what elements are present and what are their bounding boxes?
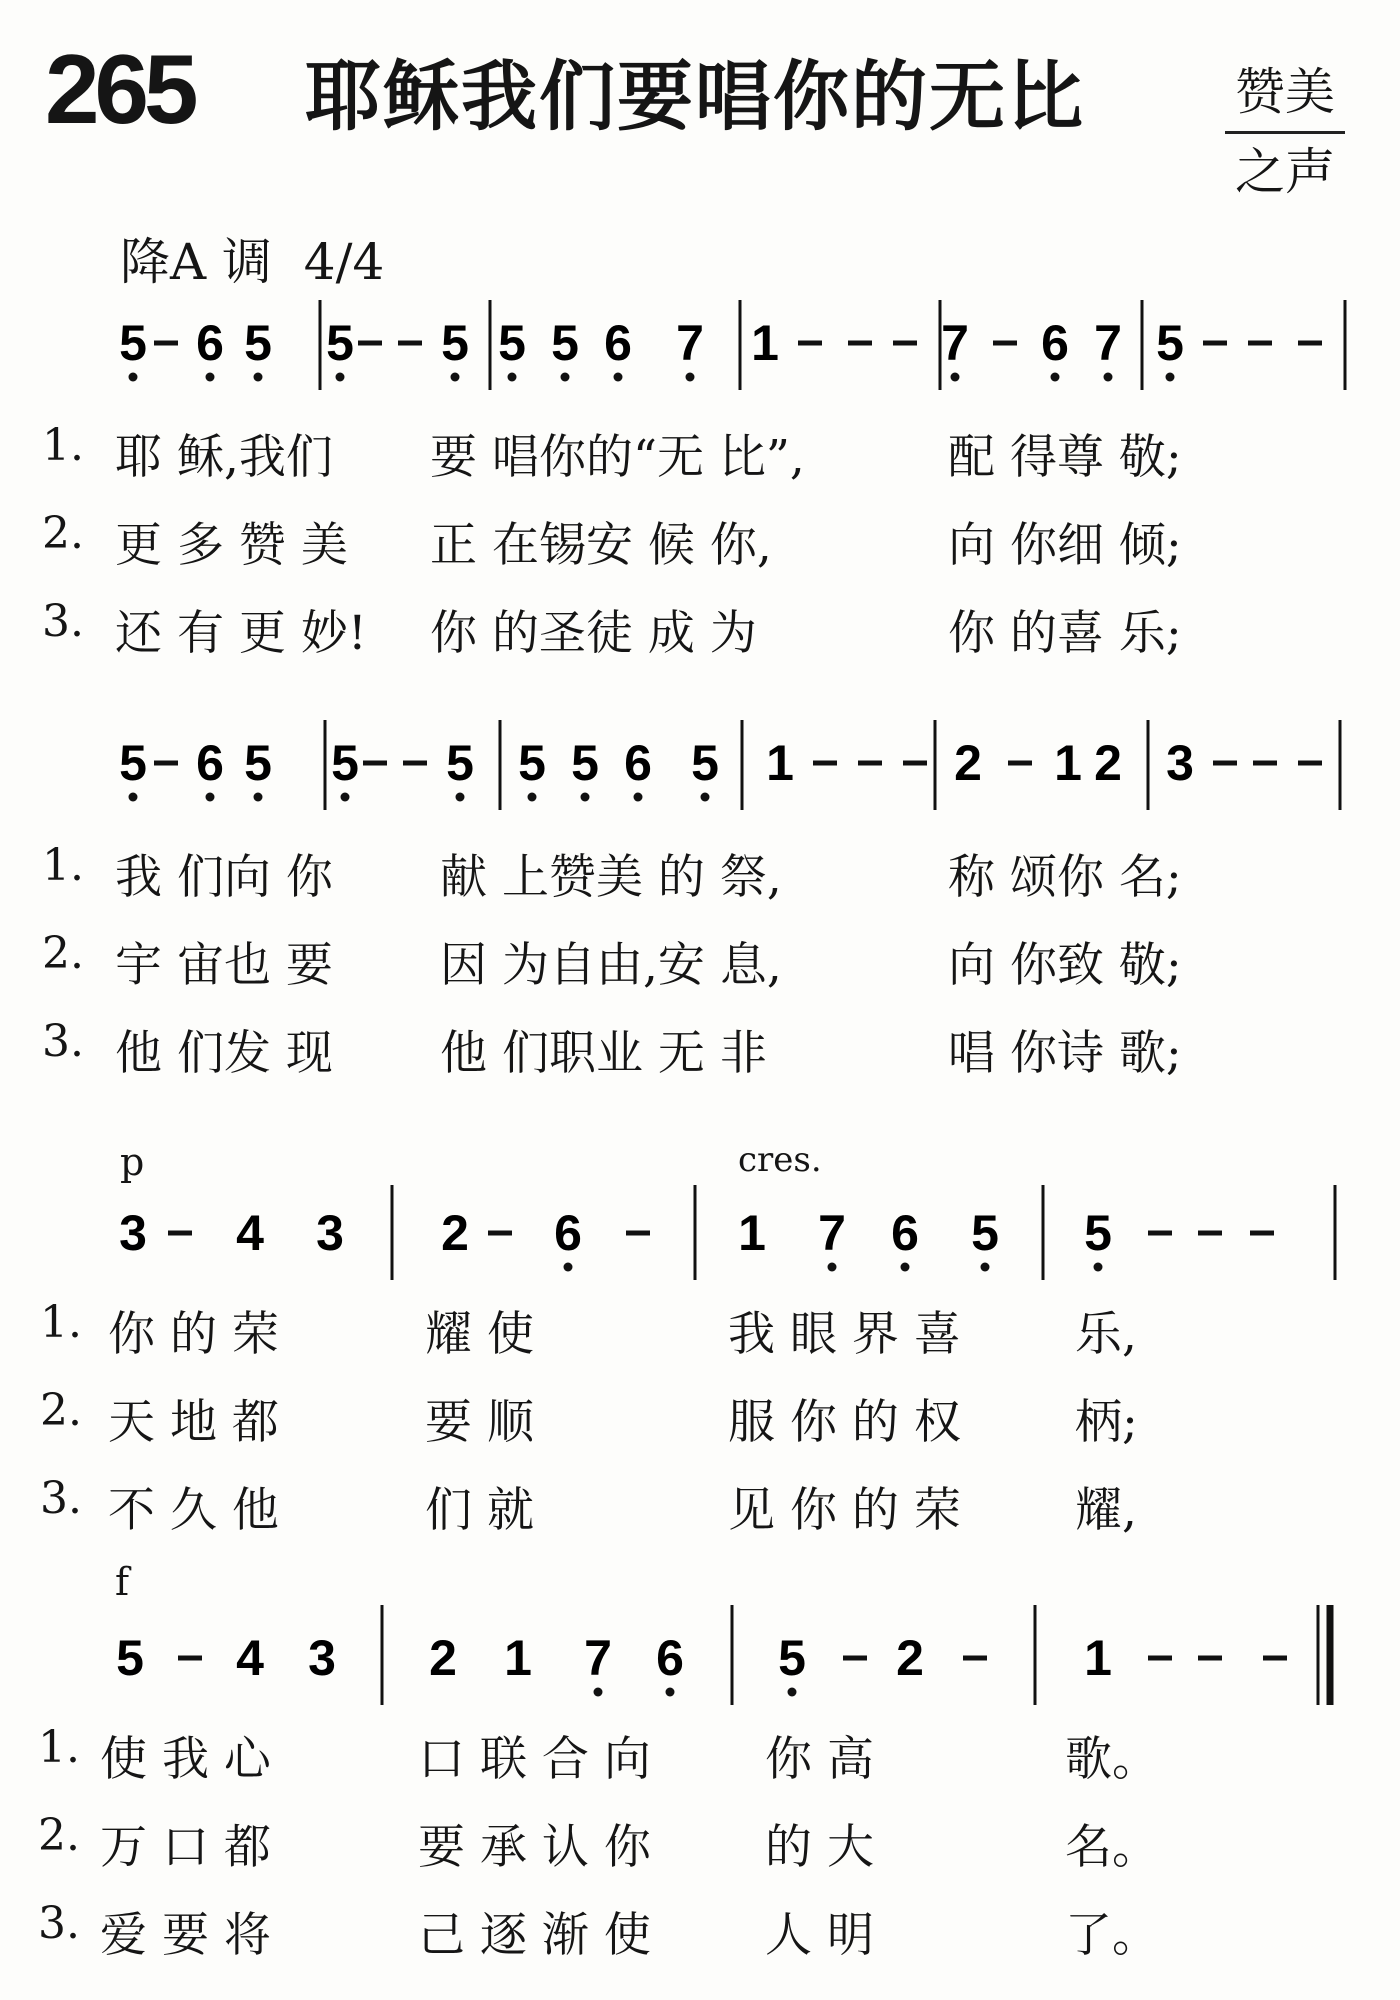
octave-dot-below — [254, 793, 263, 802]
octave-dot-below — [701, 793, 710, 802]
source-line-2: 之声 — [1235, 143, 1335, 201]
lyric-segment: 唱 你诗 歌; — [948, 1026, 1182, 1081]
octave-dot-below — [1094, 1263, 1103, 1272]
lyric-segment: 己 逐 渐 使 — [418, 1908, 651, 1963]
note-numeral: 5 — [441, 315, 469, 371]
note-numeral: 4 — [236, 1205, 264, 1261]
hymnal-source — [1225, 60, 1345, 205]
lyric-segment: 宇 宙也 要 — [115, 938, 333, 993]
lyric-segment: 他 们发 现 — [115, 1026, 333, 1081]
lyric-segment: 歌。 — [1065, 1732, 1159, 1787]
note-numeral: 5 — [571, 735, 599, 791]
note-numeral: 5 — [1156, 315, 1184, 371]
note-numeral: 1 — [738, 1205, 766, 1261]
lyric-segment: 更 多 赞 美 — [115, 518, 348, 573]
verse-number: 3. — [42, 1016, 84, 1067]
octave-dot-below — [528, 793, 537, 802]
note-numeral: 2 — [954, 735, 982, 791]
source-line-1: 赞美 — [1225, 60, 1345, 134]
verse-number: 2. — [40, 1385, 82, 1436]
lyric-segment: 耀 使 — [425, 1307, 534, 1362]
lyric-segment: 向 你致 敬; — [948, 938, 1182, 993]
note-numeral: 5 — [1084, 1205, 1112, 1261]
verse-number: 1. — [42, 420, 84, 471]
verse-2-lyrics — [0, 928, 1400, 992]
note-numeral: 1 — [504, 1630, 532, 1686]
octave-dot-below — [206, 793, 215, 802]
verse-1-lyrics — [0, 840, 1400, 904]
notation-line — [0, 1140, 1400, 1290]
verse-3-lyrics — [0, 1016, 1400, 1080]
octave-dot-below — [341, 793, 350, 802]
note-numeral: 7 — [1094, 315, 1122, 371]
lyric-segment: 天 地 都 — [108, 1395, 279, 1450]
verse-number: 1. — [40, 1297, 82, 1348]
lyric-segment: 耀, — [1075, 1483, 1137, 1538]
lyric-segment: 服 你 的 权 — [728, 1395, 961, 1450]
note-numeral: 2 — [429, 1630, 457, 1686]
note-numeral: 5 — [116, 1630, 144, 1686]
system-4 — [0, 1560, 1400, 1968]
note-numeral: 5 — [971, 1205, 999, 1261]
lyric-segment: 献 上赞美 的 祭, — [440, 850, 782, 905]
note-numeral: 6 — [604, 315, 632, 371]
octave-dot-below — [129, 373, 138, 382]
note-numeral: 6 — [656, 1630, 684, 1686]
note-numeral: 7 — [818, 1205, 846, 1261]
lyric-segment: 要 顺 — [425, 1395, 534, 1450]
octave-dot-below — [686, 373, 695, 382]
octave-dot-below — [951, 373, 960, 382]
note-numeral: 5 — [778, 1630, 806, 1686]
verse-1-lyrics — [0, 420, 1400, 484]
note-numeral: 1 — [766, 735, 794, 791]
lyric-segment: 见 你 的 荣 — [728, 1483, 961, 1538]
lyric-segment: 的 大 — [765, 1820, 874, 1875]
verse-number: 3. — [40, 1473, 82, 1524]
octave-dot-below — [666, 1688, 675, 1697]
hymn-title: 耶稣我们要唱你的无比 — [305, 52, 1085, 141]
octave-dot-below — [1104, 373, 1113, 382]
octave-dot-below — [788, 1688, 797, 1697]
octave-dot-below — [254, 373, 263, 382]
verse-1-lyrics — [0, 1722, 1400, 1786]
octave-dot-below — [206, 373, 215, 382]
octave-dot-below — [828, 1263, 837, 1272]
note-numeral: 6 — [624, 735, 652, 791]
note-numeral: 7 — [584, 1630, 612, 1686]
lyric-segment: 正 在锡安 候 你, — [430, 518, 772, 573]
note-numeral: 2 — [441, 1205, 469, 1261]
note-numeral: 7 — [676, 315, 704, 371]
verse-2-lyrics — [0, 1810, 1400, 1874]
lyric-segment: 人 明 — [765, 1908, 874, 1963]
system-1 — [0, 290, 1400, 666]
verse-number: 2. — [38, 1810, 80, 1861]
lyric-segment: 爱 要 将 — [100, 1908, 271, 1963]
note-numeral: 5 — [119, 315, 147, 371]
note-numeral: 5 — [691, 735, 719, 791]
octave-dot-below — [129, 793, 138, 802]
notation-line — [0, 290, 1400, 400]
note-numeral: 6 — [1041, 315, 1069, 371]
octave-dot-below — [901, 1263, 910, 1272]
dynamic-marking: f — [115, 1560, 130, 1604]
octave-dot-below — [336, 373, 345, 382]
lyric-segment: 你 的喜 乐; — [948, 606, 1182, 661]
notation-line — [0, 1560, 1400, 1715]
note-numeral: 1 — [1084, 1630, 1112, 1686]
note-numeral: 5 — [551, 315, 579, 371]
octave-dot-below — [1051, 373, 1060, 382]
verse-number: 2. — [42, 928, 84, 979]
note-numeral: 5 — [244, 315, 272, 371]
lyric-segment: 你 高 — [765, 1732, 874, 1787]
octave-dot-below — [508, 373, 517, 382]
crescendo-marking: cres. — [738, 1140, 822, 1180]
verse-3-lyrics — [0, 1473, 1400, 1537]
lyric-segment: 柄; — [1075, 1395, 1138, 1450]
note-numeral: 5 — [244, 735, 272, 791]
verse-number: 3. — [38, 1898, 80, 1949]
verse-3-lyrics — [0, 1898, 1400, 1962]
lyric-segment: 们 就 — [425, 1483, 534, 1538]
octave-dot-below — [981, 1263, 990, 1272]
lyric-segment: 配 得尊 敬; — [948, 430, 1182, 485]
lyric-segment: 乐, — [1075, 1307, 1137, 1362]
note-numeral: 3 — [1166, 735, 1194, 791]
lyric-segment: 不 久 他 — [108, 1483, 279, 1538]
verse-number: 2. — [42, 508, 84, 559]
note-numeral: 6 — [554, 1205, 582, 1261]
note-numeral: 5 — [518, 735, 546, 791]
verse-number: 1. — [42, 840, 84, 891]
system-3 — [0, 1140, 1400, 1543]
lyric-segment: 我 眼 界 喜 — [728, 1307, 961, 1362]
octave-dot-below — [456, 793, 465, 802]
note-numeral: 5 — [498, 315, 526, 371]
lyric-segment: 称 颂你 名; — [948, 850, 1182, 905]
note-numeral: 5 — [331, 735, 359, 791]
note-numeral: 1 — [1054, 735, 1082, 791]
lyric-segment: 要 承 认 你 — [418, 1820, 651, 1875]
octave-dot-below — [581, 793, 590, 802]
octave-dot-below — [1166, 373, 1175, 382]
note-numeral: 4 — [236, 1630, 264, 1686]
lyric-segment: 耶 稣,我们 — [115, 430, 333, 485]
note-numeral: 5 — [326, 315, 354, 371]
note-numeral: 6 — [891, 1205, 919, 1261]
lyric-segment: 要 唱你的“无 比”, — [430, 430, 805, 485]
verse-number: 3. — [42, 596, 84, 647]
lyric-segment: 万 口 都 — [100, 1820, 271, 1875]
note-numeral: 1 — [751, 315, 779, 371]
hymn-number: 265 — [45, 34, 194, 144]
note-numeral: 7 — [941, 315, 969, 371]
lyric-segment: 你 的圣徒 成 为 — [430, 606, 757, 661]
note-numeral: 2 — [1094, 735, 1122, 791]
octave-dot-below — [564, 1263, 573, 1272]
note-numeral: 3 — [308, 1630, 336, 1686]
notation-line — [0, 710, 1400, 820]
note-numeral: 5 — [446, 735, 474, 791]
lyric-segment: 使 我 心 — [100, 1732, 271, 1787]
lyric-segment: 我 们向 你 — [115, 850, 333, 905]
note-numeral: 2 — [896, 1630, 924, 1686]
note-numeral: 5 — [119, 735, 147, 791]
lyric-segment: 还 有 更 妙! — [115, 606, 367, 661]
lyric-segment: 因 为自由,安 息, — [440, 938, 782, 993]
verse-3-lyrics — [0, 596, 1400, 660]
octave-dot-below — [594, 1688, 603, 1697]
lyric-segment: 你 的 荣 — [108, 1307, 279, 1362]
verse-number: 1. — [38, 1722, 80, 1773]
lyric-segment: 名。 — [1065, 1820, 1159, 1875]
system-2 — [0, 710, 1400, 1086]
octave-dot-below — [614, 373, 623, 382]
verse-2-lyrics — [0, 1385, 1400, 1449]
lyric-segment: 了。 — [1065, 1908, 1159, 1963]
octave-dot-below — [561, 373, 570, 382]
octave-dot-below — [634, 793, 643, 802]
octave-dot-below — [451, 373, 460, 382]
note-numeral: 3 — [119, 1205, 147, 1261]
note-numeral: 3 — [316, 1205, 344, 1261]
key-signature: 降A 调 4/4 — [120, 233, 385, 291]
lyric-segment: 向 你细 倾; — [948, 518, 1182, 573]
note-numeral: 6 — [196, 735, 224, 791]
lyric-segment: 口 联 合 向 — [418, 1732, 651, 1787]
verse-1-lyrics — [0, 1297, 1400, 1361]
dynamic-marking: p — [120, 1140, 145, 1184]
note-numeral: 6 — [196, 315, 224, 371]
verse-2-lyrics — [0, 508, 1400, 572]
lyric-segment: 他 们职业 无 非 — [440, 1026, 767, 1081]
